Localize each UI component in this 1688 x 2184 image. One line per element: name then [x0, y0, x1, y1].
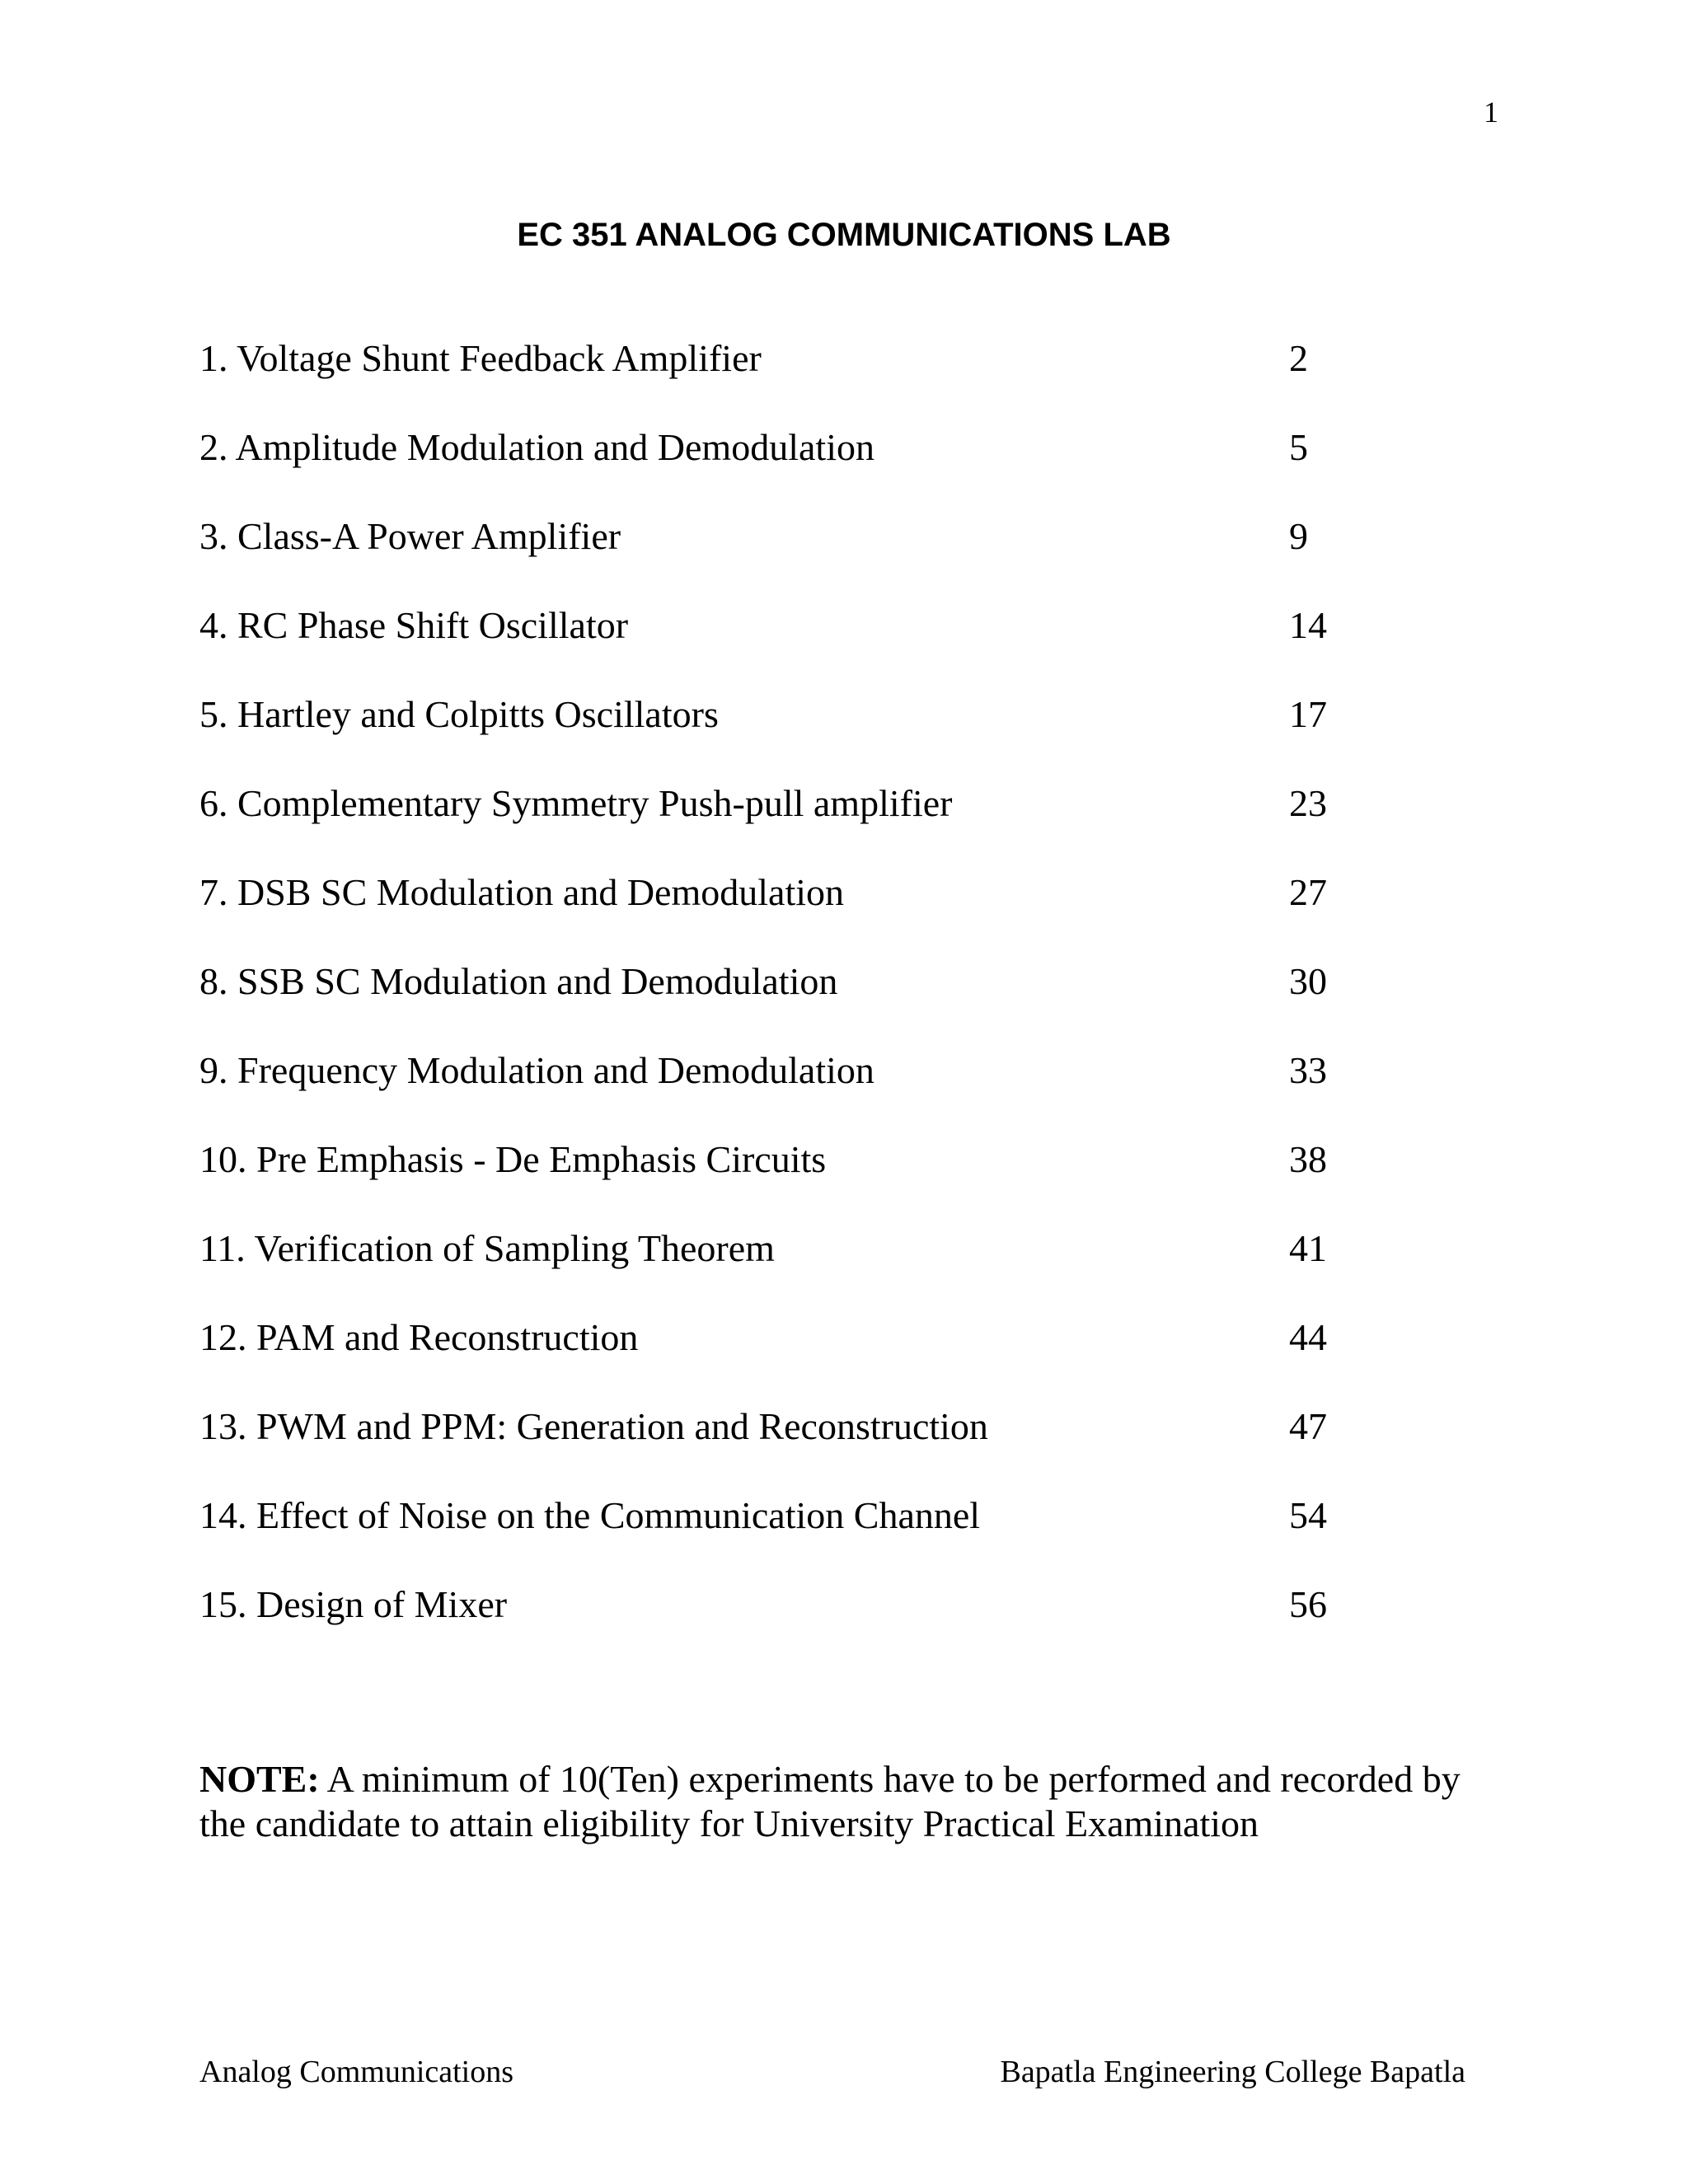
toc-item	[199, 1313, 1353, 1402]
toc-item	[199, 1046, 1353, 1135]
toc-item-page: 56	[1289, 1583, 1327, 1625]
toc-item-label: 4. RC Phase Shift Oscillator	[199, 604, 629, 646]
toc-item-label: 5. Hartley and Colpitts Oscillators	[199, 693, 719, 735]
toc-item-label: 3. Class-A Power Amplifier	[199, 515, 621, 557]
toc-item-label: 9. Frequency Modulation and Demodulation	[199, 1049, 874, 1091]
toc-item-label: 14. Effect of Noise on the Communication Channel	[199, 1494, 981, 1536]
toc-item-page: 14	[1289, 604, 1327, 646]
toc-item-page: 9	[1289, 515, 1308, 557]
toc-item-label: 10. Pre Emphasis - De Emphasis Circuits	[199, 1138, 827, 1180]
toc-item	[199, 512, 1353, 601]
toc-item	[199, 1580, 1353, 1669]
toc-item	[199, 779, 1353, 868]
toc-item	[199, 1402, 1353, 1491]
toc-item-page: 17	[1289, 693, 1327, 735]
toc-item-label: 6. Complementary Symmetry Push-pull amplifier	[199, 782, 953, 824]
toc-item-page: 54	[1289, 1494, 1327, 1536]
toc-item	[199, 1491, 1353, 1580]
note-paragraph	[199, 1757, 1485, 1846]
toc-item-page: 41	[1289, 1227, 1327, 1269]
toc-item-label: 13. PWM and PPM: Generation and Reconstruction	[199, 1405, 988, 1447]
toc-item-page: 44	[1289, 1316, 1327, 1358]
toc-item-label: 15. Design of Mixer	[199, 1583, 508, 1625]
toc-item-label: 2. Amplitude Modulation and Demodulation	[199, 426, 874, 468]
toc-item-page: 2	[1289, 337, 1308, 379]
toc-item-label: 7. DSB SC Modulation and Demodulation	[199, 871, 844, 913]
footer-institution: Bapatla Engineering College Bapatla	[1000, 2055, 1465, 2089]
toc-item	[199, 957, 1353, 1046]
toc-item-label: 1. Voltage Shunt Feedback Amplifier	[199, 337, 762, 379]
toc-item-label: 11. Verification of Sampling Theorem	[199, 1227, 775, 1269]
table-of-contents	[199, 334, 1353, 1669]
toc-item-page: 33	[1289, 1049, 1327, 1091]
toc-item	[199, 1224, 1353, 1313]
toc-item-label: 8. SSB SC Modulation and Demodulation	[199, 960, 838, 1002]
toc-item-page: 5	[1289, 426, 1308, 468]
toc-item-label: 12. PAM and Reconstruction	[199, 1316, 639, 1358]
toc-item-page: 47	[1289, 1405, 1327, 1447]
toc-item	[199, 690, 1353, 779]
note-label: NOTE:	[199, 1758, 320, 1800]
page-title: EC 351 ANALOG COMMUNICATIONS LAB	[517, 217, 1171, 253]
toc-item-page: 27	[1289, 871, 1327, 913]
toc-item	[199, 601, 1353, 690]
toc-item-page: 38	[1289, 1138, 1327, 1180]
page-number: 1	[1484, 96, 1498, 129]
toc-item	[199, 423, 1353, 512]
footer-course-name: Analog Communications	[199, 2055, 514, 2089]
toc-item-page: 23	[1289, 782, 1327, 824]
toc-item-page: 30	[1289, 960, 1327, 1002]
note-text: A minimum of 10(Ten) experiments have to be performed and recorded by the candidate to attain eligibility for University Practical Examination	[199, 1758, 1461, 1844]
toc-item	[199, 1135, 1353, 1224]
toc-item	[199, 868, 1353, 957]
toc-item	[199, 334, 1353, 423]
